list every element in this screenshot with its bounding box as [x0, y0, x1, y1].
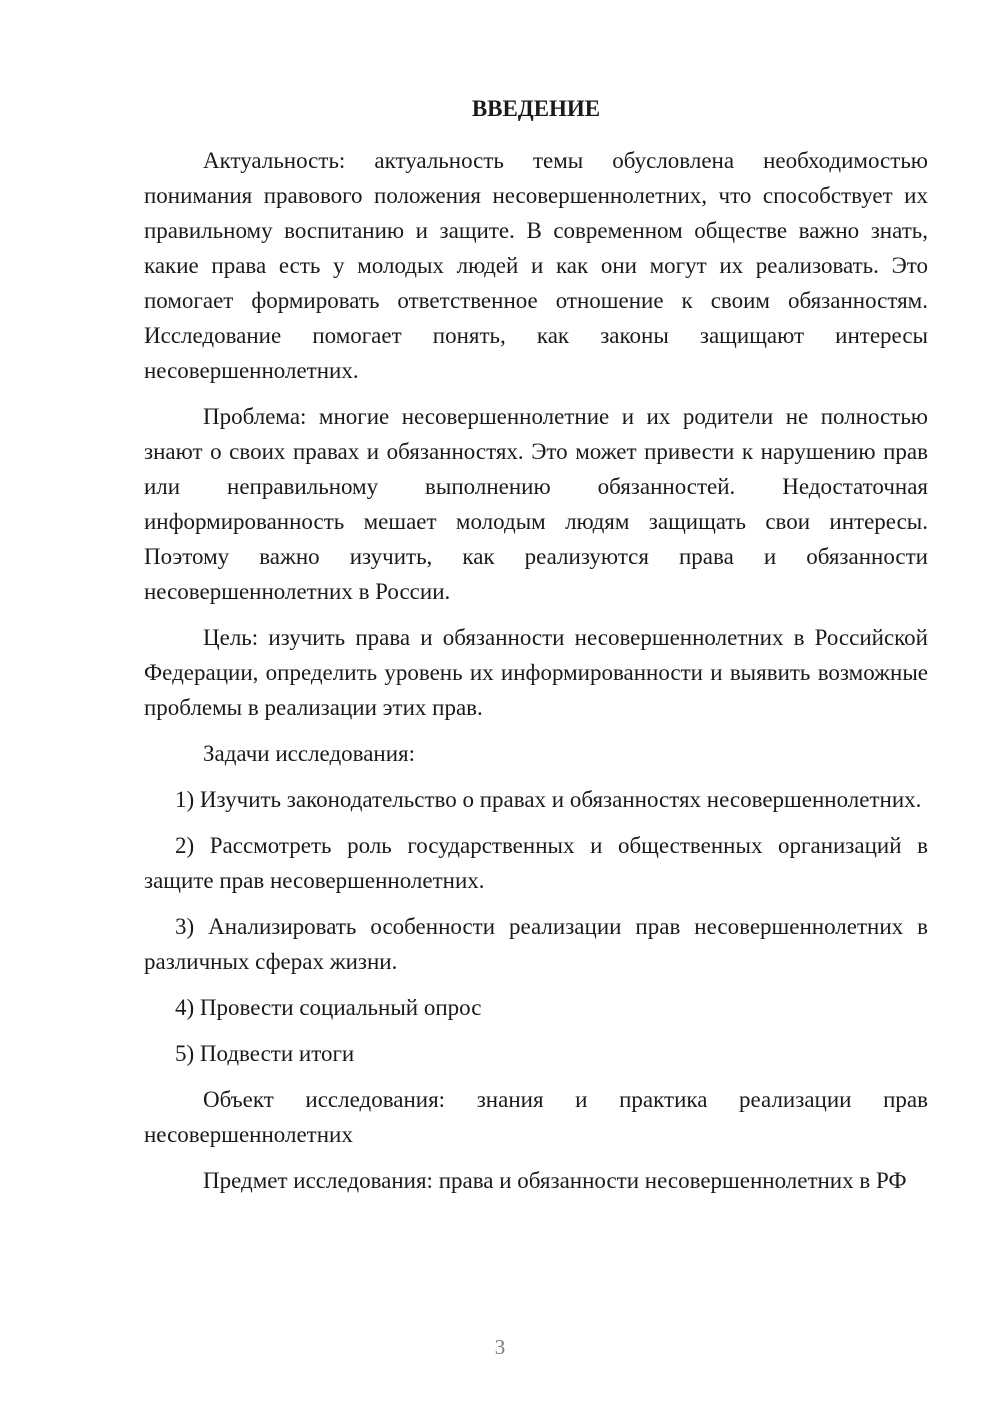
research-object-paragraph: Объект исследования: знания и практика реализации прав несовершеннолетних — [144, 1087, 928, 1147]
page-number: 3 — [494, 1335, 506, 1359]
research-subject-paragraph: Предмет исследования: права и обязанности несовершеннолетних в РФ — [203, 1168, 907, 1193]
problem-paragraph: Проблема: многие несовершеннолетние и их родители не полностью знают о своих правах и обязанностях. Это может привести к нарушению прав или неправильному выполнению обязанностей. Недостаточная информированность мешает молодым людям защищать свои интересы. Поэтому важно изучить, как реализуются права и обязанности несовершеннолетних в России. — [144, 404, 928, 604]
task-item-5: 5) Подвести итоги — [175, 1041, 355, 1066]
page-content — [144, 92, 928, 1198]
page-title: ВВЕДЕНИЕ — [471, 96, 601, 121]
tasks-heading: Задачи исследования: — [203, 741, 416, 766]
task-item-4: 4) Провести социальный опрос — [175, 995, 482, 1020]
task-item-2: 2) Рассмотреть роль государственных и общественных организаций в защите прав несовершеннолетних. — [144, 833, 928, 893]
task-item-3: 3) Анализировать особенности реализации прав несовершеннолетних в различных сферах жизни. — [144, 914, 928, 974]
relevance-paragraph: Актуальность: актуальность темы обусловлена необходимостью понимания правового положения несовершеннолетних, что способствует их правильному воспитанию и защите. В современном обществе важно знать, какие права есть у молодых людей и как они могут их реализовать. Это помогает формировать ответственное отношение к своим обязанностям. Исследование помогает понять, как законы защищают интересы несовершеннолетних. — [144, 148, 928, 383]
goal-paragraph: Цель: изучить права и обязанности несовершеннолетних в Российской Федерации, определить уровень их информированности и выявить возможные проблемы в реализации этих прав. — [144, 625, 928, 720]
task-item-1: 1) Изучить законодательство о правах и обязанностях несовершеннолетних. — [175, 787, 922, 812]
